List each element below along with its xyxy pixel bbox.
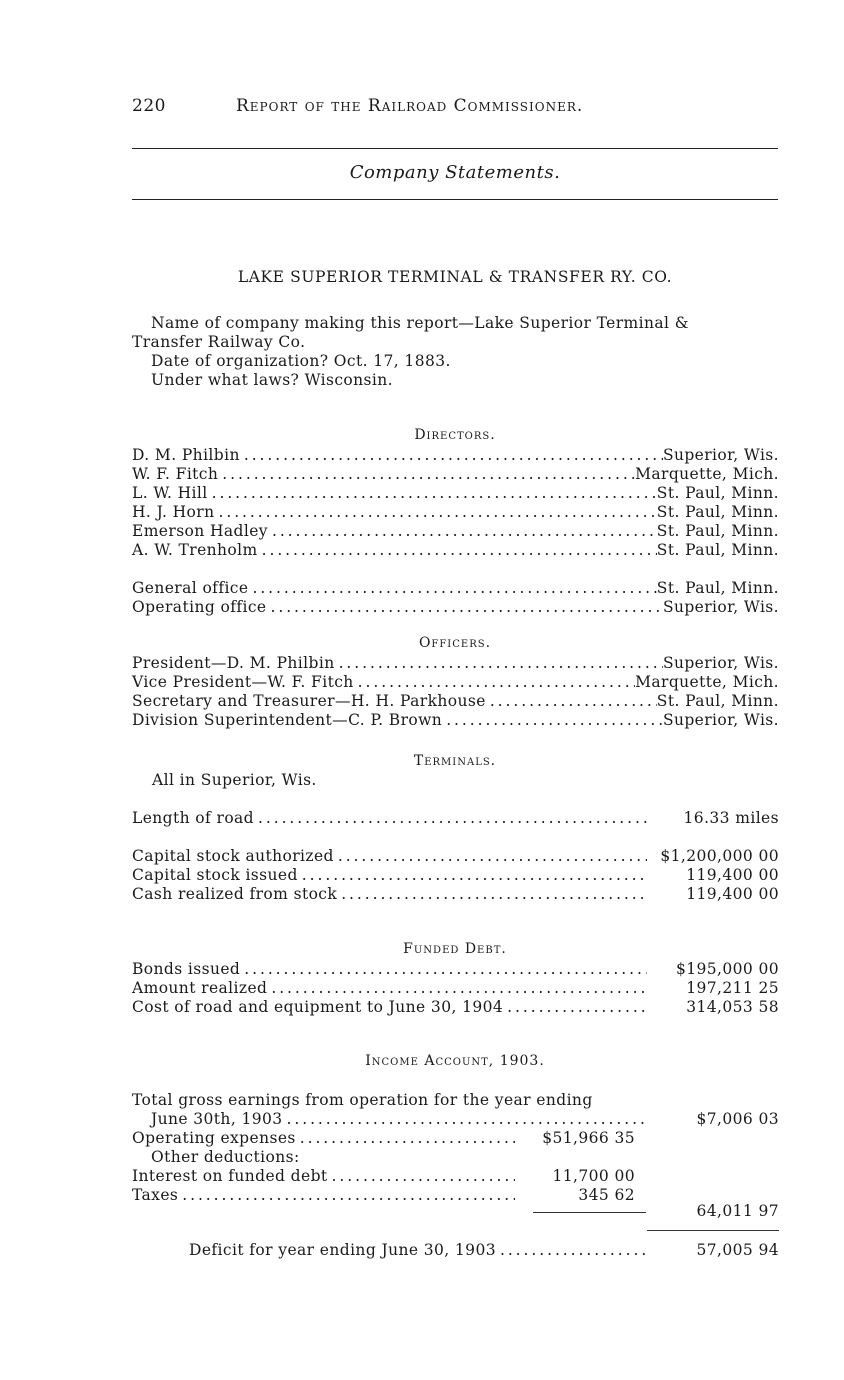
officer-row: Division Superintendent—C. P. Brown . . . Superior, Wis. (132, 711, 779, 730)
organization-date: Date of organization? Oct. 17, 1883. (151, 352, 451, 370)
office-row: General office . . . St. Paul, Minn. (132, 579, 779, 598)
director-row: A. W. Trenholm . . . St. Paul, Minn. (132, 541, 779, 560)
running-title: Report of the Railroad Commissioner. (236, 96, 584, 116)
operating-expenses-row: Operating expenses . . . $51,966 35 (132, 1129, 779, 1148)
capital-row: Capital stock authorized . . . $1,200,000 00 (132, 847, 779, 866)
capital-row: Cash realized from stock . . . 119,400 00 (132, 885, 779, 904)
header-rule-bottom (132, 199, 778, 200)
officer-row: President—D. M. Philbin . . . Superior, Wis. (132, 654, 779, 673)
gross-earnings-line-1: Total gross earnings from operation for the year ending (132, 1091, 593, 1109)
header-rule-top (132, 148, 778, 149)
gross-earnings-row: June 30th, 1903 . . . $7,006 03 (151, 1110, 779, 1129)
deductions-total: 64,011 97 (696, 1202, 779, 1220)
intro-line-1: Name of company making this report—Lake Superior Terminal & (151, 314, 689, 332)
funded-debt-row: Bonds issued . . . $195,000 00 (132, 960, 779, 979)
director-row: W. F. Fitch . . . Marquette, Mich. (132, 465, 779, 484)
length-of-road-row: Length of road . . . 16.33 miles (132, 809, 779, 828)
total-rule (647, 1230, 779, 1231)
intro-line-2: Transfer Railway Co. (132, 333, 306, 351)
director-row: Emerson Hadley . . . St. Paul, Minn. (132, 522, 779, 541)
deficit-row: Deficit for year ending June 30, 1903 . . . 57,005 94 (189, 1241, 779, 1260)
other-deductions-label: Other deductions: (151, 1148, 300, 1166)
officer-row: Vice President—W. F. Fitch . . . Marquette, Mich. (132, 673, 779, 692)
officers-heading: Officers. (418, 635, 492, 651)
funded-debt-row: Cost of road and equipment to June 30, 1904 . . . 314,053 58 (132, 998, 779, 1017)
funded-debt-row: Amount realized . . . 197,211 25 (132, 979, 779, 998)
company-title: LAKE SUPERIOR TERMINAL & TRANSFER RY. CO. (237, 268, 673, 286)
income-account-heading: Income Account, 1903. (365, 1053, 545, 1069)
officer-row: Secretary and Treasurer—H. H. Parkhouse . . . St. Paul, Minn. (132, 692, 779, 711)
interest-row: Interest on funded debt . . . 11,700 00 (132, 1167, 779, 1186)
director-row: L. W. Hill . . . St. Paul, Minn. (132, 484, 779, 503)
terminals-text: All in Superior, Wis. (152, 771, 317, 789)
subtotal-rule (533, 1212, 646, 1213)
organization-laws: Under what laws? Wisconsin. (151, 371, 393, 389)
director-row: D. M. Philbin . . . Superior, Wis. (132, 446, 779, 465)
section-title: Company Statements. (349, 162, 561, 183)
funded-debt-heading: Funded Debt. (403, 941, 507, 957)
office-row: Operating office . . . Superior, Wis. (132, 598, 779, 617)
taxes-row: Taxes . . . 345 62 (132, 1186, 779, 1205)
directors-heading: Directors. (414, 427, 496, 443)
running-header (132, 96, 779, 122)
page-number: 220 (132, 96, 166, 116)
director-row: H. J. Horn . . . St. Paul, Minn. (132, 503, 779, 522)
capital-row: Capital stock issued . . . 119,400 00 (132, 866, 779, 885)
terminals-heading: Terminals. (413, 753, 497, 769)
